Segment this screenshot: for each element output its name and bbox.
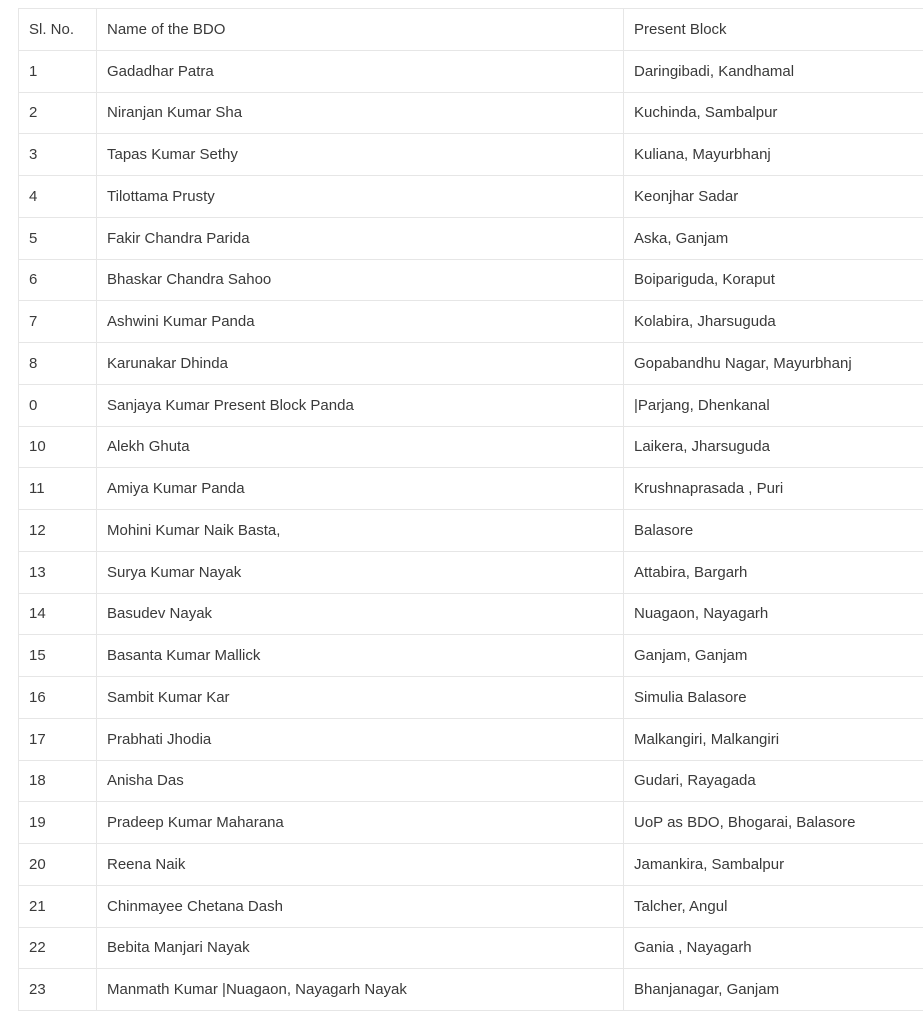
table-row: [19, 551, 923, 593]
table-row: [19, 677, 923, 719]
table-row: [19, 301, 923, 343]
cell-bdo-name: Chinmayee Chetana Dash: [97, 885, 624, 927]
cell-sl-no: 17: [19, 718, 97, 760]
header-sl-no: Sl. No.: [19, 9, 97, 51]
bdo-table-body: [19, 9, 923, 1011]
table-header-row: [19, 9, 923, 51]
cell-bdo-name: Anisha Das: [97, 760, 624, 802]
cell-sl-no: 7: [19, 301, 97, 343]
cell-sl-no: 18: [19, 760, 97, 802]
table-row: [19, 468, 923, 510]
cell-bdo-name: Sanjaya Kumar Present Block Panda: [97, 384, 624, 426]
cell-sl-no: 14: [19, 593, 97, 635]
cell-sl-no: 19: [19, 802, 97, 844]
cell-sl-no: 16: [19, 677, 97, 719]
table-row: [19, 760, 923, 802]
table-row: [19, 343, 923, 385]
cell-present-block: Simulia Balasore: [624, 677, 923, 719]
cell-sl-no: 8: [19, 343, 97, 385]
cell-bdo-name: Gadadhar Patra: [97, 50, 624, 92]
cell-present-block: UoP as BDO, Bhogarai, Balasore: [624, 802, 923, 844]
cell-present-block: Bhanjanagar, Ganjam: [624, 969, 923, 1011]
cell-present-block: Jamankira, Sambalpur: [624, 844, 923, 886]
table-row: [19, 969, 923, 1011]
table-row: [19, 510, 923, 552]
table-row: [19, 92, 923, 134]
cell-sl-no: 3: [19, 134, 97, 176]
cell-present-block: Kuchinda, Sambalpur: [624, 92, 923, 134]
table-row: [19, 384, 923, 426]
cell-sl-no: 22: [19, 927, 97, 969]
cell-sl-no: 6: [19, 259, 97, 301]
table-row: [19, 426, 923, 468]
cell-bdo-name: Karunakar Dhinda: [97, 343, 624, 385]
cell-present-block: Balasore: [624, 510, 923, 552]
cell-bdo-name: Manmath Kumar |Nuagaon, Nayagarh Nayak: [97, 969, 624, 1011]
table-row: [19, 176, 923, 218]
cell-bdo-name: Reena Naik: [97, 844, 624, 886]
cell-present-block: Laikera, Jharsuguda: [624, 426, 923, 468]
cell-present-block: Gopabandhu Nagar, Mayurbhanj: [624, 343, 923, 385]
table-row: [19, 217, 923, 259]
cell-present-block: Kuliana, Mayurbhanj: [624, 134, 923, 176]
cell-sl-no: 21: [19, 885, 97, 927]
cell-bdo-name: Sambit Kumar Kar: [97, 677, 624, 719]
cell-present-block: Aska, Ganjam: [624, 217, 923, 259]
cell-sl-no: 10: [19, 426, 97, 468]
cell-bdo-name: Basudev Nayak: [97, 593, 624, 635]
cell-bdo-name: Tapas Kumar Sethy: [97, 134, 624, 176]
table-row: [19, 927, 923, 969]
table-row: [19, 134, 923, 176]
table-row: [19, 259, 923, 301]
table-row: [19, 635, 923, 677]
cell-bdo-name: Ashwini Kumar Panda: [97, 301, 624, 343]
cell-bdo-name: Niranjan Kumar Sha: [97, 92, 624, 134]
header-name-of-bdo: Name of the BDO: [97, 9, 624, 51]
cell-present-block: Malkangiri, Malkangiri: [624, 718, 923, 760]
table-row: [19, 593, 923, 635]
table-row: [19, 885, 923, 927]
cell-bdo-name: Amiya Kumar Panda: [97, 468, 624, 510]
cell-sl-no: 15: [19, 635, 97, 677]
cell-present-block: Boipariguda, Koraput: [624, 259, 923, 301]
cell-present-block: Talcher, Angul: [624, 885, 923, 927]
cell-present-block: Gudari, Rayagada: [624, 760, 923, 802]
cell-bdo-name: Bebita Manjari Nayak: [97, 927, 624, 969]
cell-sl-no: 0: [19, 384, 97, 426]
cell-bdo-name: Fakir Chandra Parida: [97, 217, 624, 259]
cell-bdo-name: Bhaskar Chandra Sahoo: [97, 259, 624, 301]
table-row: [19, 844, 923, 886]
cell-sl-no: 23: [19, 969, 97, 1011]
cell-present-block: Gania , Nayagarh: [624, 927, 923, 969]
cell-present-block: Kolabira, Jharsuguda: [624, 301, 923, 343]
bdo-table: [18, 8, 923, 1011]
cell-sl-no: 1: [19, 50, 97, 92]
cell-sl-no: 4: [19, 176, 97, 218]
cell-bdo-name: Basanta Kumar Mallick: [97, 635, 624, 677]
bdo-table-container: [18, 8, 923, 1011]
cell-sl-no: 12: [19, 510, 97, 552]
cell-sl-no: 20: [19, 844, 97, 886]
table-row: [19, 718, 923, 760]
cell-present-block: Attabira, Bargarh: [624, 551, 923, 593]
cell-bdo-name: Alekh Ghuta: [97, 426, 624, 468]
cell-present-block: Ganjam, Ganjam: [624, 635, 923, 677]
cell-sl-no: 2: [19, 92, 97, 134]
cell-bdo-name: Pradeep Kumar Maharana: [97, 802, 624, 844]
cell-sl-no: 11: [19, 468, 97, 510]
cell-bdo-name: Surya Kumar Nayak: [97, 551, 624, 593]
cell-sl-no: 5: [19, 217, 97, 259]
table-row: [19, 802, 923, 844]
table-row: [19, 50, 923, 92]
cell-bdo-name: Prabhati Jhodia: [97, 718, 624, 760]
cell-bdo-name: Tilottama Prusty: [97, 176, 624, 218]
cell-sl-no: 13: [19, 551, 97, 593]
cell-bdo-name: Mohini Kumar Naik Basta,: [97, 510, 624, 552]
header-present-block: Present Block: [624, 9, 923, 51]
cell-present-block: Krushnaprasada , Puri: [624, 468, 923, 510]
cell-present-block: |Parjang, Dhenkanal: [624, 384, 923, 426]
cell-present-block: Nuagaon, Nayagarh: [624, 593, 923, 635]
cell-present-block: Daringibadi, Kandhamal: [624, 50, 923, 92]
cell-present-block: Keonjhar Sadar: [624, 176, 923, 218]
